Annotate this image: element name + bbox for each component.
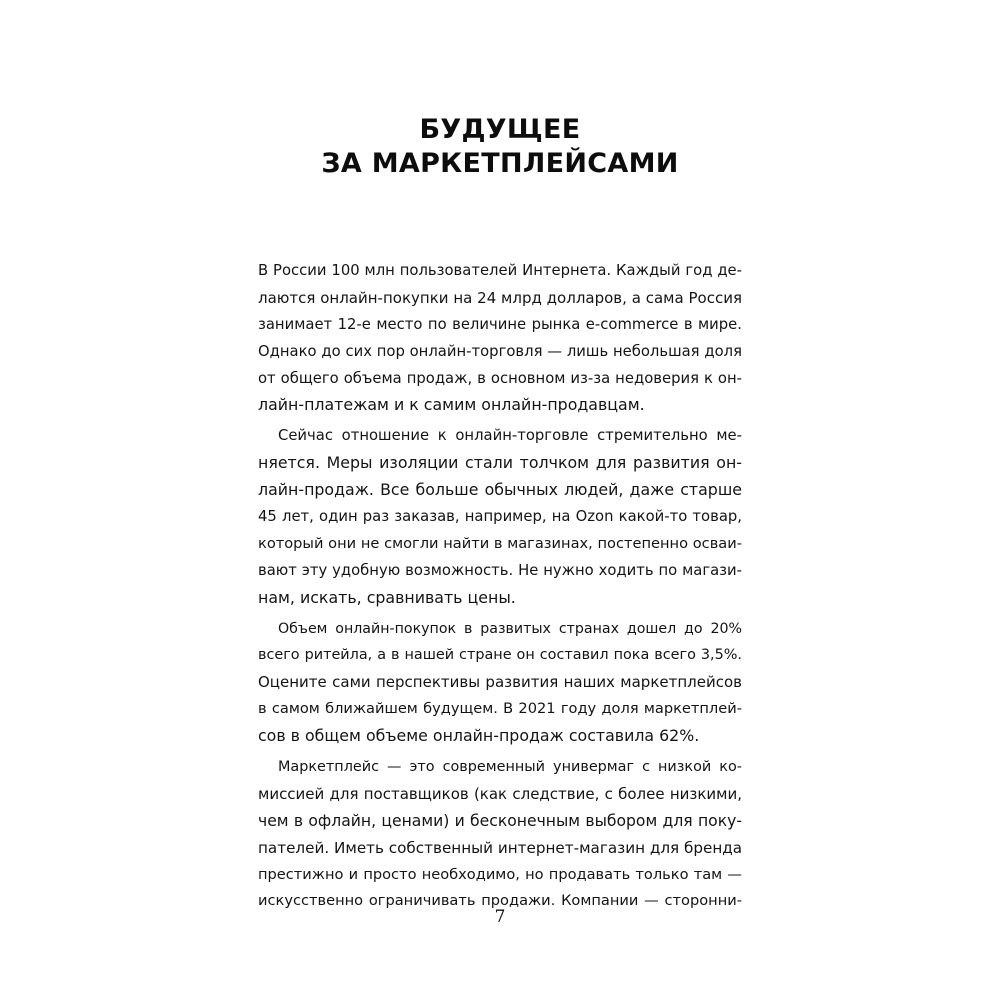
chapter-title-line-2: ЗА МАРКЕТПЛЕЙСАМИ (321, 148, 679, 179)
text-line: от общего объема продаж, в основном из-за недоверия к он- (258, 369, 742, 387)
text-line: Маркетплейс — это современный универмаг с низкой ко- (278, 759, 742, 776)
page-number: 7 (494, 907, 506, 927)
text-line: искусственно ограничивать продажи. Компании — сторонни- (258, 892, 742, 910)
text-line: который они не смогли найти в магазинах, постепенно осваи- (258, 534, 742, 552)
text-line: Сейчас отношение к онлайн-торговле стремительно ме- (278, 427, 742, 445)
text-line: лайн-продаж. Все больше обычных людей, даже старше (258, 480, 742, 500)
body-text (258, 258, 742, 919)
chapter-title (0, 113, 1000, 181)
text-line: миссией для поставщиков (как следствие, с более низкими, (258, 784, 742, 803)
paragraph-1 (258, 258, 742, 419)
paragraph-2 (258, 423, 742, 611)
text-line: всего ритейла, а в нашей стране он составил пока всего 3,5%. (258, 647, 742, 664)
text-line: вают эту удобную возможность. Не нужно ходить по магази- (258, 561, 742, 579)
text-line: пателей. Иметь собственный интернет-магазин для бренда (258, 838, 743, 857)
text-line: В России 100 млн пользователей Интернета. Каждый год де- (258, 262, 742, 279)
text-line: занимает 12-е место по величине рынка e-commerce в мире. (258, 315, 742, 333)
text-line: престижно и просто необходимо, но продавать только там — (258, 865, 742, 883)
text-line: лаются онлайн-покупки на 24 млрд долларов, а сама Россия (258, 288, 742, 307)
text-line: чем в офлайн, ценами) и бесконечным выбором для поку- (258, 811, 742, 830)
paragraph-4 (258, 754, 742, 915)
chapter-title-line-1: БУДУЩЕЕ (419, 114, 581, 145)
paragraph-3 (258, 616, 742, 750)
text-line: 45 лет, один раз заказав, например, на Ozon какой-то товар, (258, 508, 742, 526)
text-line: Оцените сами перспективы развития наших маркетплейсов (258, 673, 742, 692)
text-line: Объем онлайн-покупок в развитых странах дошел до 20% (278, 620, 742, 637)
text-line: сов в общем объеме онлайн-продаж составила 62%. (258, 726, 700, 746)
text-line: лайн-платежам и к самим онлайн-продавцам. (258, 395, 645, 415)
text-line: няется. Меры изоляции стали толчком для развития он- (258, 453, 742, 473)
text-line: Однако до сих пор онлайн-торговля — лишь небольшая доля (258, 342, 742, 360)
text-line: в самом ближайшем будущем. В 2021 году доля маркетплей- (258, 700, 742, 718)
text-line: нам, искать, сравнивать цены. (258, 587, 516, 607)
